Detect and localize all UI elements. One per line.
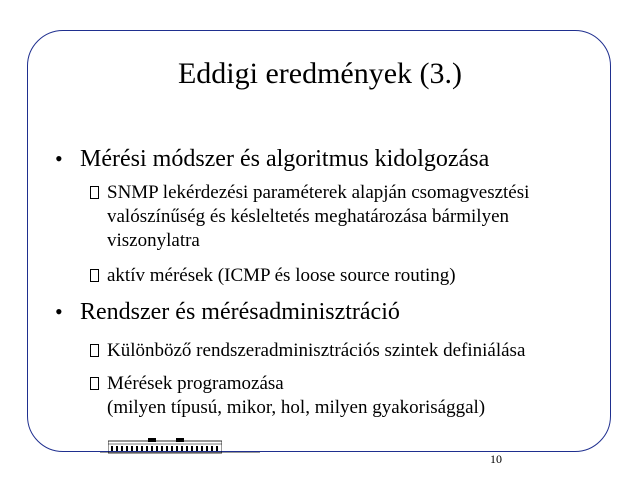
sub-item-line: viszonylatra xyxy=(107,230,200,251)
bullet-dot-icon: • xyxy=(55,146,63,171)
checkbox-square-icon xyxy=(90,344,99,357)
checkbox-square-icon xyxy=(90,186,99,199)
bullet-dot-icon: • xyxy=(55,299,63,324)
bullet-item xyxy=(55,298,400,326)
checkbox-square-icon xyxy=(90,269,99,282)
slide-title: Eddigi eredmények (3.) xyxy=(177,57,463,90)
sub-item-line: Különböző rendszeradminisztrációs szintek definiálása xyxy=(107,340,526,361)
bullet-text: Mérési módszer és algoritmus kidolgozása xyxy=(80,146,490,172)
bullet-text: Rendszer és mérésadminisztráció xyxy=(80,299,400,325)
bullet-item xyxy=(55,145,489,173)
sub-item-line: SNMP lekérdezési paraméterek alapján csomagvesztési xyxy=(107,182,530,203)
sub-item xyxy=(90,372,485,420)
checkbox-square-icon xyxy=(90,377,99,390)
sub-item-line: Mérések programozása xyxy=(107,373,284,394)
sub-item xyxy=(90,181,529,253)
sub-item-line: aktív mérések (ICMP és loose source routing) xyxy=(107,265,456,286)
sub-item-line: (milyen típusú, mikor, hol, milyen gyakorisággal) xyxy=(107,397,486,418)
sub-item-line: valószínűség és késleltetés meghatározása bármilyen xyxy=(107,206,510,227)
sub-item xyxy=(90,264,456,288)
sub-item xyxy=(90,339,525,363)
building-facade-logo-icon xyxy=(108,438,222,454)
page-number: 10 xyxy=(490,452,502,466)
